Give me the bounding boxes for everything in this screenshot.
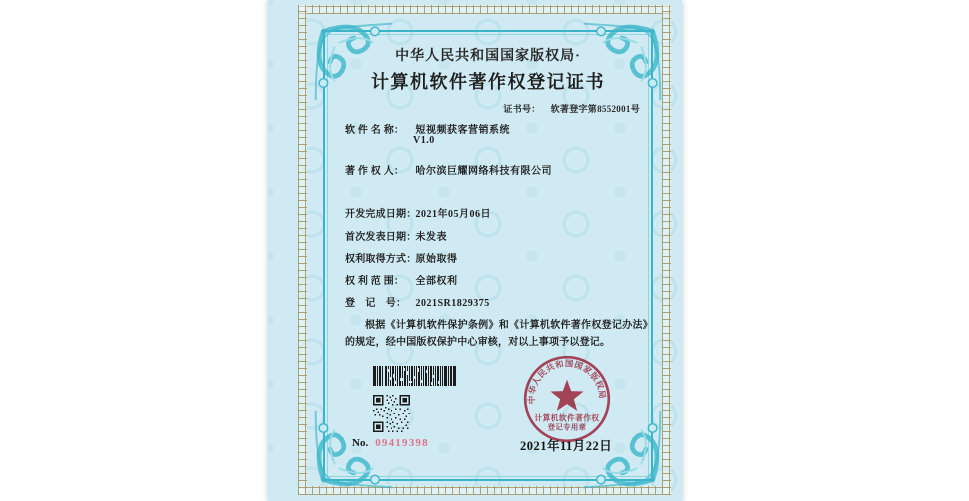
issuer-title: 中华人民共和国国家版权局· bbox=[395, 49, 581, 64]
field-label: 开发完成日期： bbox=[345, 209, 417, 220]
meander-border-top bbox=[298, 5, 671, 14]
field-label: 权利取得方式： bbox=[345, 254, 417, 265]
field-value: 原始取得 bbox=[415, 254, 458, 265]
serial-number-line bbox=[352, 437, 429, 449]
qr-code bbox=[373, 395, 410, 432]
field-value: 2021SR1829375 bbox=[415, 298, 490, 309]
field-value: 哈尔滨巨耀网络科技有限公司 bbox=[415, 166, 552, 177]
field-label: 著 作 权 人： bbox=[345, 166, 405, 177]
field-software-name bbox=[345, 121, 510, 136]
seal-line1: 计算机软件著作权 bbox=[534, 413, 600, 423]
field-label: 权 利 范 围： bbox=[345, 276, 405, 287]
certificate-number-label: 证书号： bbox=[503, 104, 541, 114]
field-label: 软 件 名 称： bbox=[345, 125, 405, 136]
seal-ring-text: 中华人民共和国国家版权局 bbox=[527, 359, 607, 405]
serial-value: 09419398 bbox=[375, 437, 429, 449]
certificate-number-value: 软著登字第8552001号 bbox=[550, 104, 640, 114]
issue-date: 2021年11月22日 bbox=[520, 439, 613, 453]
serial-label: No. bbox=[352, 437, 369, 449]
field-software-version: V1.0 bbox=[413, 135, 435, 146]
meander-border-right bbox=[662, 5, 671, 495]
barcode bbox=[373, 366, 457, 386]
field-rights-scope bbox=[345, 272, 458, 287]
registration-statement: 根据《计算机软件保护条例》和《计算机软件著作权登记办法》的规定，经中国版权保护中心审核，对以上事项予以登记。 bbox=[345, 320, 648, 348]
field-value: 全部权利 bbox=[415, 276, 458, 287]
field-value: 2021年05月06日 bbox=[415, 209, 491, 220]
certificate-sheet bbox=[268, 0, 682, 501]
field-value: 短视频获客营销系统 bbox=[415, 125, 510, 136]
field-rights-acquisition bbox=[345, 250, 458, 265]
field-first-publish-date bbox=[345, 228, 447, 243]
meander-border-left bbox=[298, 5, 307, 495]
field-copyright-owner bbox=[345, 162, 552, 177]
certificate-title: 计算机软件著作权登记证书 bbox=[371, 72, 605, 92]
certificate-number-line bbox=[503, 102, 640, 115]
field-dev-complete-date bbox=[345, 205, 491, 220]
field-registration-number bbox=[345, 294, 490, 309]
field-label: 登 记 号： bbox=[345, 298, 407, 309]
seal-line2: 登记专用章 bbox=[547, 422, 587, 432]
field-label: 首次发表日期： bbox=[345, 232, 417, 243]
meander-border-bottom bbox=[298, 486, 671, 495]
field-value: 未发表 bbox=[415, 232, 447, 243]
